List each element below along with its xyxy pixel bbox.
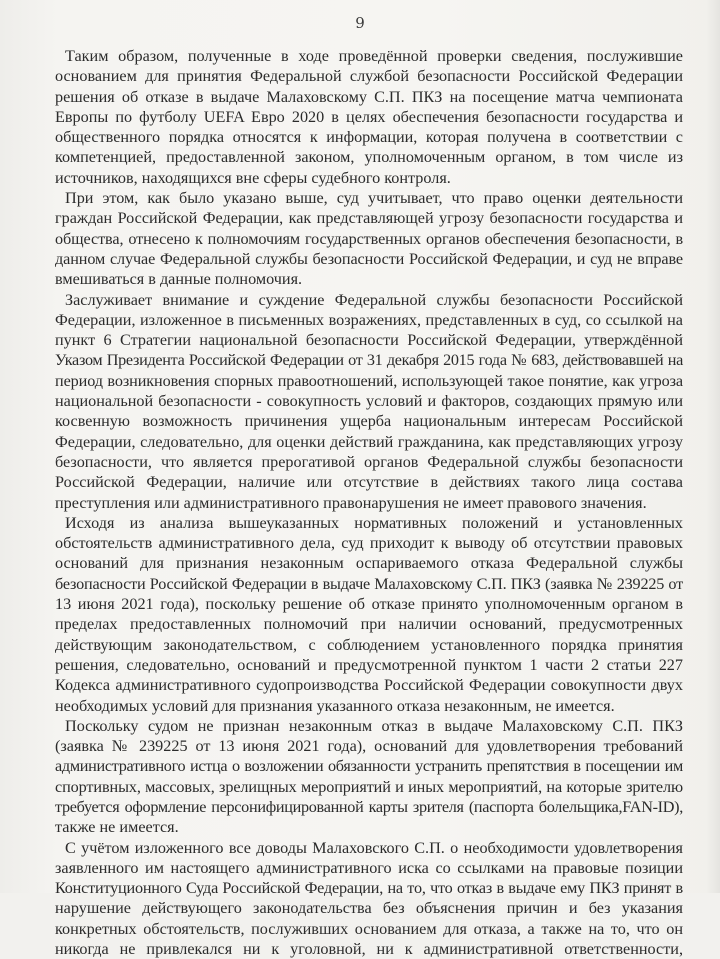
text-line: национальной безопасности - совокупность условий и факторов, создающих прямую или	[55, 392, 683, 411]
text-line: пределах предоставленных полномочий при наличии оснований, предусмотренных	[55, 615, 683, 634]
text-line: конкретных обстоятельств, послуживших основанием для отказа, а также на то, что он	[55, 919, 683, 938]
text-line: решения, следовательно, оснований и предусмотренной пунктом 1 части 2 статьи 227	[55, 655, 683, 674]
text-line: безопасности Российской Федерации в выдаче Малаховскому С.П. ПКЗ (заявка № 239225 от	[55, 574, 683, 593]
document-body	[55, 46, 683, 959]
text-line: Федерации, следовательно, для оценки действий гражданина, как представляющих угрозу	[55, 432, 683, 451]
text-line: необходимых условий для признания указанного отказа незаконным, не имеется.	[55, 696, 615, 715]
text-line: оснований для признания незаконным оспариваемого отказа Федеральной службы	[55, 554, 683, 573]
text-line: Поскольку судом не признан незаконным отказ в выдаче Малаховскому С.П. ПКЗ	[65, 716, 683, 735]
text-line: граждан Российской Федерации, как представляющей угрозу безопасности государства и	[55, 209, 683, 228]
text-line: вмешиваться в данные полномочия.	[55, 270, 303, 289]
text-line: компетенцией, предоставленной законом, уполномоченным органом, в том числе из	[55, 148, 683, 167]
page-edge-shadow	[706, 0, 720, 893]
text-line: безопасности, что является прерогативой органов Федеральной службы безопасности	[55, 452, 683, 471]
text-line: действующим законодательством, с соблюдением установленного порядка принятия	[55, 635, 683, 654]
paragraph	[55, 188, 683, 289]
text-line: период возникновения спорных правоотношений, использующей такое понятие, как угроза	[55, 371, 683, 390]
text-line: общественного порядка относятся к информации, которая получена в соответствии с	[55, 128, 683, 147]
text-line: заявленного им настоящего административного иска со ссылками на правовые позиции	[55, 858, 683, 877]
text-line: При этом, как было указано выше, суд учитывает, что право оценки деятельности	[65, 189, 683, 208]
text-line: данном случае Федеральной службы безопасности Российской Федерации, и суд не вправе	[55, 249, 683, 268]
text-line: Конституционного Суда Российской Федерации, на то, что отказ в выдаче ему ПКЗ принят в	[55, 879, 683, 898]
text-line: никогда не привлекался ни к уголовной, ни к административной ответственности,	[55, 940, 683, 959]
text-line: пункт 6 Стратегии национальной безопасности Российской Федерации, утверждённой	[55, 331, 683, 350]
text-line: источников, находящихся вне сферы судебного контроля.	[55, 168, 451, 187]
text-line: (заявка № 239225 от 13 июня 2021 года), оснований для удовлетворения требований	[55, 737, 683, 756]
paragraph	[55, 513, 683, 716]
text-line: Кодекса административного судопроизводства Российской Федерации совокупности двух	[55, 676, 683, 695]
paragraph	[55, 290, 683, 513]
text-line: Заслуживает внимание и суждение Федеральной службы безопасности Российской	[65, 290, 683, 309]
text-line: Указом Президента Российской Федерации от 31 декабря 2015 года № 683, действовавшей на	[55, 351, 683, 370]
text-line: требуется оформление персонифицированной карты зрителя (паспорта болельщика,FAN-ID),	[55, 797, 683, 816]
paragraph	[55, 716, 683, 838]
page-number: 9	[355, 14, 365, 32]
text-line: С учётом изложенного все доводы Малаховского С.П. о необходимости удовлетворения	[65, 838, 683, 857]
text-line: Федерации, изложенное в письменных возражениях, представленных в суд, со ссылкой на	[55, 310, 683, 329]
text-line: Европы по футболу UEFA Евро 2020 в целях обеспечения безопасности государства и	[55, 107, 683, 126]
paragraph	[55, 46, 683, 188]
text-line: Таким образом, полученные в ходе проведённой проверки сведения, послужившие	[65, 47, 683, 65]
text-line: обстоятельств административного дела, суд приходит к выводу об отсутствии правовых	[55, 534, 683, 553]
text-line: Российской Федерации, наличие или отсутствие в действиях такого лица состава	[55, 473, 683, 492]
text-line: основанием для принятия Федеральной службой безопасности Российской Федерации	[55, 67, 683, 86]
text-line: общества, отнесено к полномочиям государственных органов обеспечения безопасности, в	[55, 229, 683, 248]
text-line: спортивных, массовых, зрелищных мероприятий и иных мероприятий, на которые зрителю	[55, 777, 683, 796]
text-line: Исходя из анализа вышеуказанных нормативных положений и установленных	[65, 513, 683, 532]
text-line: также не имеется.	[55, 818, 179, 837]
text-line: нарушение действующего законодательства без объяснения причин и без указания	[55, 899, 683, 918]
text-line: преступления или административного правонарушения не имеет правового значения.	[55, 493, 647, 512]
text-line: 13 июня 2021 года), поскольку решение об отказе принято уполномоченным органом в	[55, 595, 683, 614]
text-line: косвенную возможность причинения ущерба национальным интересам Российской	[55, 412, 683, 431]
paragraph	[55, 838, 683, 959]
text-line: административного истца о возложении обязанности устранить препятствия в посещении им	[55, 757, 683, 776]
text-line: решения об отказе в выдаче Малаховскому С.П. ПКЗ на посещение матча чемпионата	[55, 87, 683, 106]
